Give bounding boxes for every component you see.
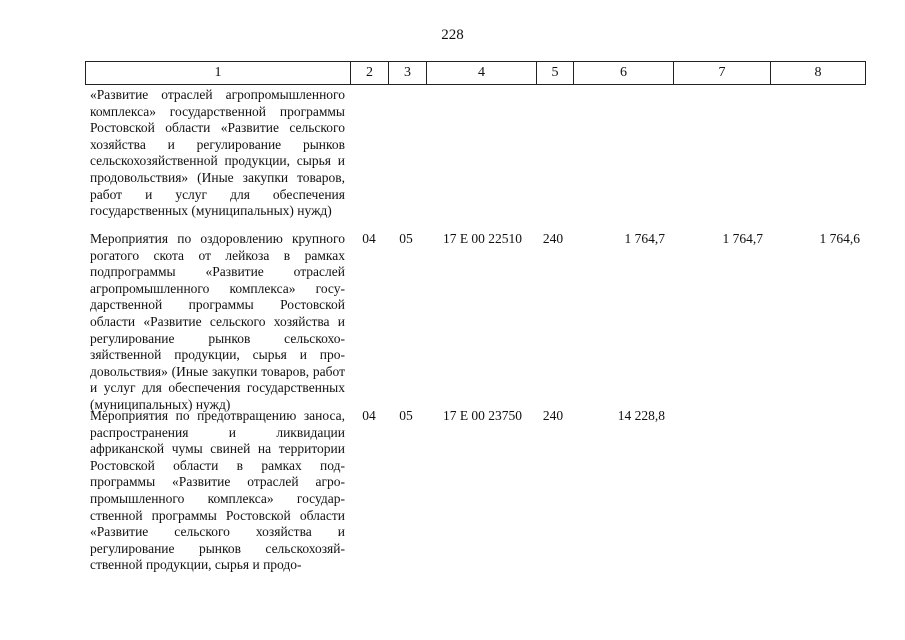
header-col-4: 4	[427, 62, 537, 85]
header-col-1: 1	[86, 62, 351, 85]
table-header	[85, 61, 866, 85]
cell-expense-type: 240	[542, 231, 564, 246]
header-col-8: 8	[771, 62, 866, 85]
header-col-5: 5	[537, 62, 574, 85]
header-col-6: 6	[574, 62, 674, 85]
cell-amount-1: 1 764,7	[624, 231, 665, 246]
cell-subsection: 05	[399, 408, 413, 423]
header-col-3: 3	[389, 62, 427, 85]
header-row	[86, 62, 866, 85]
header-col-2: 2	[351, 62, 389, 85]
row-description: Мероприятия по оздоровлению крупного рогатого скота от лейкоза в рамках подпрограммы «Развитие отраслей агропромышленного комплекса» государственной программы Ростовской области «Развитие сельского хозяйства и регулирование рынков сельскохозяйственной продукции, сырья и продовольствия» (Иные закупки товаров, работ и услуг для обеспечения государственных (муниципальных) нужд)	[90, 231, 345, 412]
cell-expense-type: 240	[542, 408, 564, 423]
cell-section: 04	[362, 408, 376, 423]
cell-amount-3: 1 764,6	[819, 231, 860, 246]
cell-target-code: 17 Е 00 22510	[442, 231, 523, 246]
cell-amount-2: 1 764,7	[722, 231, 763, 246]
cell-subsection: 05	[399, 231, 413, 246]
cell-section: 04	[362, 231, 376, 246]
row-description: «Развитие отраслей агропромышленного комплекса» государственной программы Ростовской области «Развитие сельского хозяйства и регулирование рынков сельскохозяйственной продукции, сырья и продовольствия» (Иные закупки товаров, работ и услуг для обеспечения государственных (муниципальных) нужд)	[90, 87, 345, 219]
cell-amount-1: 14 228,8	[617, 408, 665, 423]
header-col-7: 7	[674, 62, 771, 85]
row-description: Мероприятия по предотвращению заноса, распространения и ликвидации африканской чумы свиней на территории Ростовской области в рамках подпрограммы «Развитие отраслей агропромышленного комплекса» государственной программы Ростовской области «Развитие сельского хозяйства и регулирование рынков сельскохозяйственной продукции, сырья и продо-	[90, 408, 345, 573]
cell-target-code: 17 Е 00 23750	[442, 408, 523, 423]
page-number: 228	[441, 27, 464, 43]
